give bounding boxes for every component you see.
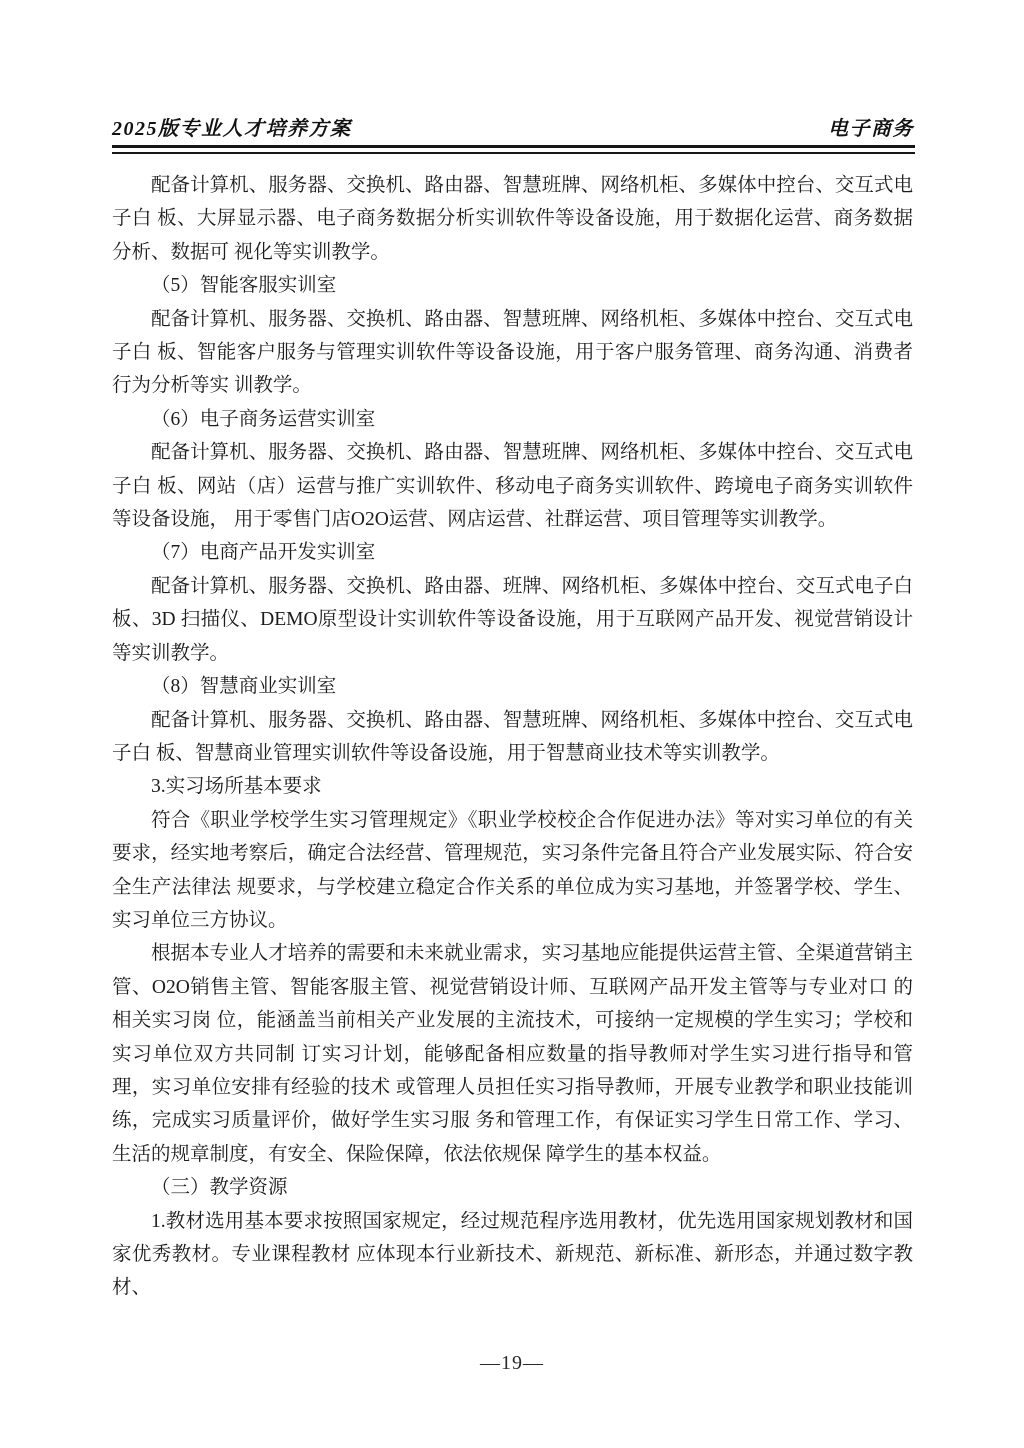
page-number: —19— xyxy=(480,1352,544,1374)
page-footer xyxy=(0,1352,1024,1375)
document-body xyxy=(112,169,913,1305)
heading-teaching-resources: （三）教学资源 xyxy=(151,1177,288,1199)
paragraph-lab-7-equipment: 配备计算机、服务器、交换机、路由器、班牌、网络机柜、多媒体中控台、交互式电子白 板、3D 扫描仪、DEMO原型设计实训软件等设备设施，用于互联网产品开发、视觉营销设计等实训教学。 xyxy=(112,575,913,664)
paragraph-internship-unit-criteria: 符合《职业学校学生实习管理规定》《职业学校校企合作促进办法》等对实习单位的有关要求，经实地考察后，确定合法经营、管理规范，实习条件完备且符合产业发展实际、符合安全生产法律法 规要求，与学校建立稳定合作关系的单位成为实习基地，并签署学校、学生、实习单位三方协议。 xyxy=(112,809,913,931)
heading-internship-site-requirements: 3.实习场所基本要求 xyxy=(151,776,322,798)
paragraph-lab-8-equipment: 配备计算机、服务器、交换机、路由器、智慧班牌、网络机柜、多媒体中控台、交互式电子白 板、智慧商业管理实训软件等设备设施，用于智慧商业技术等实训教学。 xyxy=(112,709,913,764)
paragraph-internship-positions-management: 根据本专业人才培养的需要和未来就业需求，实习基地应能提供运营主管、全渠道营销主管、O2O销售主管、智能客服主管、视觉营销设计师、互联网产品开发主管等与专业对口 的相关实习岗 位，能涵盖当前相关产业发展的主流技术，可接纳一定规模的学生实习；学校和实习单位双方共同制 订实习计划，能够配备相应数量的指导教师对学生实习进行指导和管理，实习单位安排有经验的技术 或管理人员担任实习指导教师，开展专业教学和职业技能训练，完成实习质量评价，做好学生实习服 务和管理工作，有保证实习学生日常工作、学习、生活的规章制度，有安全、保险保障，依法依规保 障学生的基本权益。 xyxy=(112,943,913,1165)
header-left-title: 2025版专业人才培养方案 xyxy=(112,118,352,140)
paragraph-lab-5-equipment: 配备计算机、服务器、交换机、路由器、智慧班牌、网络机柜、多媒体中控台、交互式电子白 板、智能客户服务与管理实训软件等设备设施，用于客户服务管理、商务沟通、消费者行为分析等实 训教学。 xyxy=(112,308,913,397)
heading-lab-6-ecommerce-operations: （6）电子商务运营实训室 xyxy=(151,408,376,430)
heading-lab-8-smart-business: （8）智慧商业实训室 xyxy=(151,676,337,698)
paragraph-lab-6-equipment: 配备计算机、服务器、交换机、路由器、智慧班牌、网络机柜、多媒体中控台、交互式电子白 板、网站（店）运营与推广实训软件、移动电子商务实训软件、跨境电子商务实训软件等设备设施， 用于零售门店O2O运营、网店运营、社群运营、项目管理等实训教学。 xyxy=(112,442,913,531)
paragraph-data-analysis-lab-equipment: 配备计算机、服务器、交换机、路由器、智慧班牌、网络机柜、多媒体中控台、交互式电子白 板、大屏显示器、电子商务数据分析实训软件等设备设施，用于数据化运营、商务数据分析、数据可 视化等实训教学。 xyxy=(112,175,913,263)
heading-lab-7-product-development: （7）电商产品开发实训室 xyxy=(151,542,376,564)
paragraph-textbook-selection: 1.教材选用基本要求按照国家规定，经过规范程序选用教材，优先选用国家规划教材和国家优秀教材。专业课程教材 应体现本行业新技术、新规范、新标准、新形态，并通过数字教材、 xyxy=(112,1210,913,1299)
heading-lab-5-smart-customer-service: （5）智能客服实训室 xyxy=(151,275,337,297)
page-header xyxy=(112,112,914,141)
header-divider-rule xyxy=(112,145,915,154)
header-right-title: 电子商务 xyxy=(828,118,914,140)
